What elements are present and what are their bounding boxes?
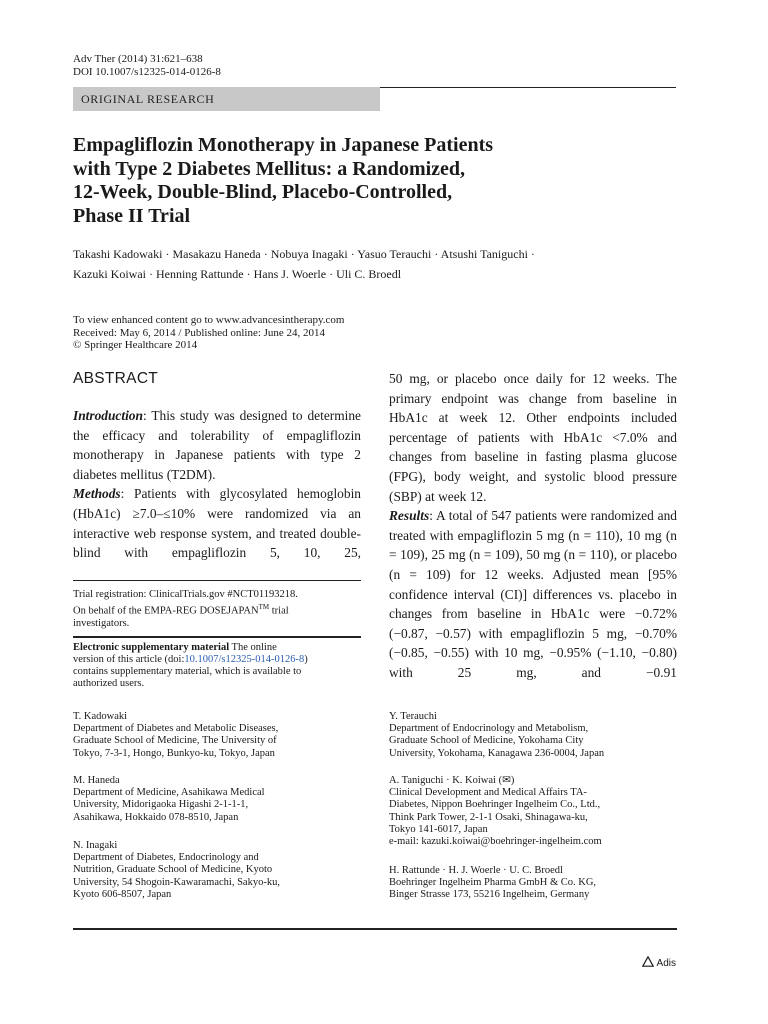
affiliation-line: Tokyo, 7-3-1, Hongo, Bunkyo-ku, Tokyo, Japan — [73, 747, 275, 759]
header-rule — [380, 87, 676, 88]
affiliation-block — [73, 840, 280, 901]
affiliation-block — [389, 775, 602, 848]
author-list — [73, 244, 693, 284]
doi-link[interactable]: 10.1007/s12325-014-0126-8 — [184, 654, 305, 665]
publisher-logo — [642, 956, 676, 969]
affiliation-line: Department of Endocrinology and Metabolism, — [389, 723, 589, 735]
affiliation-line: Asahikawa, Hokkaido 078-8510, Japan — [73, 811, 239, 823]
triangle-logo-icon — [642, 956, 654, 967]
affiliation-line: University, Midorigaoka Higashi 2-1-1-1, — [73, 799, 249, 811]
esm-line2 — [73, 654, 363, 666]
publisher-name: Adis — [656, 958, 676, 969]
journal-citation: Adv Ther (2014) 31:621–638 — [73, 53, 203, 65]
footer-rule — [73, 928, 677, 930]
results-label: Results — [389, 508, 430, 524]
title-line: Phase II Trial — [73, 204, 191, 227]
affiliation-line: University, 54 Shogoin-Kawaramachi, Sakyo-ku, — [73, 876, 280, 888]
publication-info — [73, 314, 345, 352]
introduction-text: : This study was designed to determine the efficacy and tolerability of empagliflozin monotherapy in Japanese patients with type 2 diabetes mellitus (T2DM). — [73, 408, 361, 482]
affiliation-block — [389, 865, 596, 902]
affiliation-line: Graduate School of Medicine, The University of — [73, 735, 277, 747]
affiliation-line: Nutrition, Graduate School of Medicine, Kyoto — [73, 864, 273, 876]
abstract-results — [389, 506, 677, 682]
affiliation-line: Department of Medicine, Asahikawa Medical — [73, 787, 265, 799]
esm-label: Electronic supplementary material — [73, 642, 230, 653]
abstract-right-column — [389, 369, 677, 683]
supplementary-material-note — [73, 642, 363, 690]
abstract-introduction — [73, 406, 361, 484]
affiliation-line: Tokyo 141-6017, Japan — [389, 823, 488, 835]
section-label: ORIGINAL RESEARCH — [81, 92, 215, 106]
affiliation-line: Department of Diabetes and Metabolic Diseases, — [73, 723, 279, 735]
methods-label: Methods — [73, 486, 121, 502]
publication-dates: Received: May 6, 2014 / Published online: June 24, 2014 — [73, 326, 326, 339]
affiliation-line: Think Park Tower, 2-1-1 Osaki, Shinagawa-ku, — [389, 811, 588, 823]
affiliation-line: Graduate School of Medicine, Yokohama City — [389, 735, 584, 747]
affiliation-block — [389, 711, 604, 760]
abstract-methods — [73, 484, 361, 562]
esm-line1 — [73, 642, 363, 654]
title-line: Empagliflozin Monotherapy in Japanese Patients — [73, 134, 494, 156]
esm-text: The online — [229, 642, 277, 653]
affiliation-line: Department of Diabetes, Endocrinology and — [73, 852, 259, 864]
affiliation-name: M. Haneda — [73, 775, 120, 786]
title-line: with Type 2 Diabetes Mellitus: a Randomized, — [73, 157, 466, 180]
email-line[interactable]: e-mail: kazuki.koiwai@boehringer-ingelheim.com — [389, 836, 602, 848]
affiliation-name: N. Inagaki — [73, 840, 118, 851]
author-line: Takashi Kadowaki · Masakazu Haneda · Nobuya Inagaki · Yasuo Terauchi · Atsushi Taniguchi · — [73, 247, 535, 261]
trial-behalf-text: On behalf of the EMPA-REG DOSEJAPAN — [73, 605, 259, 617]
doi: DOI 10.1007/s12325-014-0126-8 — [73, 66, 221, 78]
trial-investigators: investigators. — [73, 617, 130, 629]
trial-behalf-suffix: trial — [269, 605, 289, 617]
author-line: Kazuki Koiwai · Henning Rattunde · Hans J. Woerle · Uli C. Broedl — [73, 267, 402, 281]
esm-rule — [73, 636, 361, 638]
esm-doi-prefix: version of this article (doi: — [73, 654, 185, 665]
article-title — [73, 134, 633, 228]
affiliation-line: University, Yokohama, Kanagawa 236-0004, Japan — [389, 747, 605, 759]
esm-doi-suffix: ) — [304, 654, 308, 665]
abstract-left-column — [73, 406, 361, 563]
footnote-rule — [73, 580, 361, 581]
title-line: 12-Week, Double-Blind, Placebo-Controlled, — [73, 181, 453, 203]
affiliation-name: H. Rattunde · H. J. Woerle · U. C. Broedl — [389, 865, 563, 876]
abstract-heading: ABSTRACT — [73, 370, 159, 387]
affiliation-name: A. Taniguchi · K. Koiwai (✉) — [389, 775, 515, 786]
enhanced-content-note: To view enhanced content go to www.advancesintherapy.com — [73, 314, 345, 326]
affiliation-line: Kyoto 606-8507, Japan — [73, 888, 172, 900]
esm-line3: contains supplementary material, which is available to — [73, 666, 302, 677]
trial-registration-note — [73, 589, 363, 630]
results-text: : A total of 547 patients were randomized and treated with empagliflozin 5 mg (n = 110), 10 mg (n = 109), 25 mg (n = 109), 50 mg (n = 110), or placebo (n = 109) for 12 weeks. Adjusted mean [95% confidence interval (CI)] differences vs. placebo in changes from baseline in HbA1c were −0.72% (−0.87, −0.57) with empagliflozin 5 mg, −0.70% (−0.85, −0.55) with 10 mg, −0.95% (−1.10, −0.80) with 25 mg, and −0.91 — [389, 508, 677, 680]
esm-line4: authorized users. — [73, 678, 145, 689]
trial-behalf — [73, 601, 363, 618]
abstract-methods-continued: 50 mg, or placebo once daily for 12 weeks. The primary endpoint was change from baseline in HbA1c at week 12. Other endpoints included percentage of patients with HbA1c <7.0% and changes from baseline in fasting plasma glucose (FPG), body weight, and systolic blood pressure (SBP) at week 12. — [389, 371, 677, 504]
affiliation-name: Y. Terauchi — [389, 711, 437, 722]
affiliation-line: Boehringer Ingelheim Pharma GmbH & Co. KG, — [389, 877, 597, 889]
trial-registration: Trial registration: ClinicalTrials.gov #NCT01193218. — [73, 589, 298, 600]
copyright: © Springer Healthcare 2014 — [73, 339, 198, 351]
introduction-label: Introduction — [73, 408, 143, 423]
affiliation-line: Diabetes, Nippon Boehringer Ingelheim Co., Ltd., — [389, 799, 601, 811]
affiliation-block — [73, 775, 265, 824]
affiliation-block — [73, 711, 278, 760]
section-banner — [73, 87, 380, 111]
affiliation-line: Binger Strasse 173, 55216 Ingelheim, Germany — [389, 889, 590, 901]
affiliation-name: T. Kadowaki — [73, 711, 128, 722]
methods-text: : Patients with glycosylated hemoglobin (HbA1c) ≥7.0–≤10% were randomized via an interactive web response system, and treated double-blind with empagliflozin 5, 10, 25, — [73, 486, 361, 561]
affiliation-line: Clinical Development and Medical Affairs TA- — [389, 787, 587, 799]
trademark-sup: TM — [258, 603, 270, 611]
